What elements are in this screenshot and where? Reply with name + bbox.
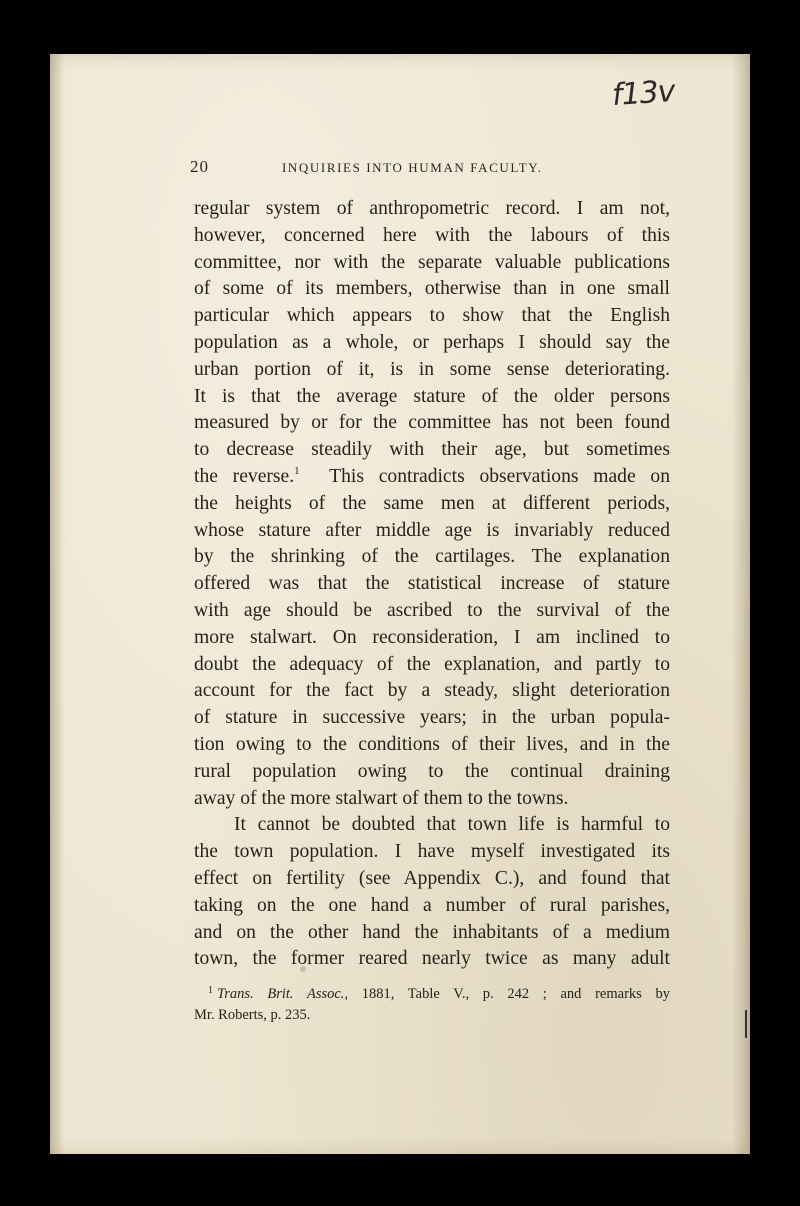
text-line: the town population. I have myself investigated its: [194, 841, 670, 863]
text-line: particular which appears to show that the English: [194, 305, 670, 327]
text-line: however, concerned here with the labours of this: [194, 224, 670, 246]
text-line: account for the fact by a steady, slight deterioration: [194, 680, 670, 702]
text-line: committee, nor with the separate valuable publications: [194, 251, 670, 273]
page-header-title: INQUIRIES INTO HUMAN FACULTY.: [282, 160, 543, 175]
footnote-citation: , 1881, Table V., p. 242 ; and remarks by: [344, 986, 670, 1002]
text-line: It is that the average stature of the older persons: [194, 385, 670, 407]
footnote-line: [194, 981, 670, 1005]
footnote-line: Mr. Roberts, p. 235.: [194, 1006, 311, 1023]
text-line: effect on fertility (see Appendix C.), and found that: [194, 867, 670, 889]
text-line: urban portion of it, is in some sense deteriorating.: [194, 358, 670, 380]
text-line: doubt the adequacy of the explanation, and partly to: [194, 653, 670, 675]
text-line-paragraph-start: It cannot be doubted that town life is harmful to: [234, 814, 670, 836]
text-line: population as a whole, or perhaps I should say the: [194, 331, 670, 353]
text-line: of stature in successive years; in the urban popula-: [194, 707, 670, 729]
page-smudge: [300, 966, 306, 972]
text-line: offered was that the statistical increase of stature: [194, 573, 670, 595]
footnote-marker: 1: [208, 985, 213, 996]
text-fragment: This contradicts observations made on: [329, 465, 671, 487]
text-line: taking on the one hand a number of rural parishes,: [194, 894, 670, 916]
text-line: measured by or for the committee has not been found: [194, 412, 670, 434]
text-line: town, the former reared nearly twice as many adult: [194, 948, 670, 970]
text-line: tion owing to the conditions of their lives, and in the: [194, 733, 670, 755]
text-line: of some of its members, otherwise than in one small: [194, 278, 670, 300]
page-gutter-shadow: [50, 54, 64, 1154]
text-line: rural population owing to the continual draining: [194, 760, 670, 782]
text-line: the heights of the same men at different periods,: [194, 492, 670, 514]
text-line-with-footnote-ref: [194, 464, 670, 491]
body-text: [194, 196, 670, 973]
text-line: and on the other hand the inhabitants of a medium: [194, 921, 670, 943]
handwritten-folio-mark: f13v: [610, 73, 676, 114]
footnote-reference: 1: [294, 464, 300, 477]
margin-mark: [745, 1010, 747, 1038]
page-edge-shadow: [732, 54, 750, 1154]
text-line: with age should be ascribed to the survival of the: [194, 599, 670, 621]
text-line: away of the more stalwart of them to the towns.: [194, 787, 569, 809]
text-line: regular system of anthropometric record. I am not,: [194, 198, 670, 219]
footnote-journal: Trans. Brit. Assoc.: [217, 986, 345, 1002]
text-fragment: the reverse.: [194, 465, 295, 487]
text-line: more stalwart. On reconsideration, I am inclined to: [194, 626, 670, 648]
text-line: to decrease steadily with their age, but sometimes: [194, 439, 670, 461]
footnote: [194, 981, 670, 1025]
text-line: whose stature after middle age is invariably reduced: [194, 519, 670, 541]
page-number: 20: [190, 157, 209, 176]
text-line: by the shrinking of the cartilages. The explanation: [194, 546, 670, 568]
